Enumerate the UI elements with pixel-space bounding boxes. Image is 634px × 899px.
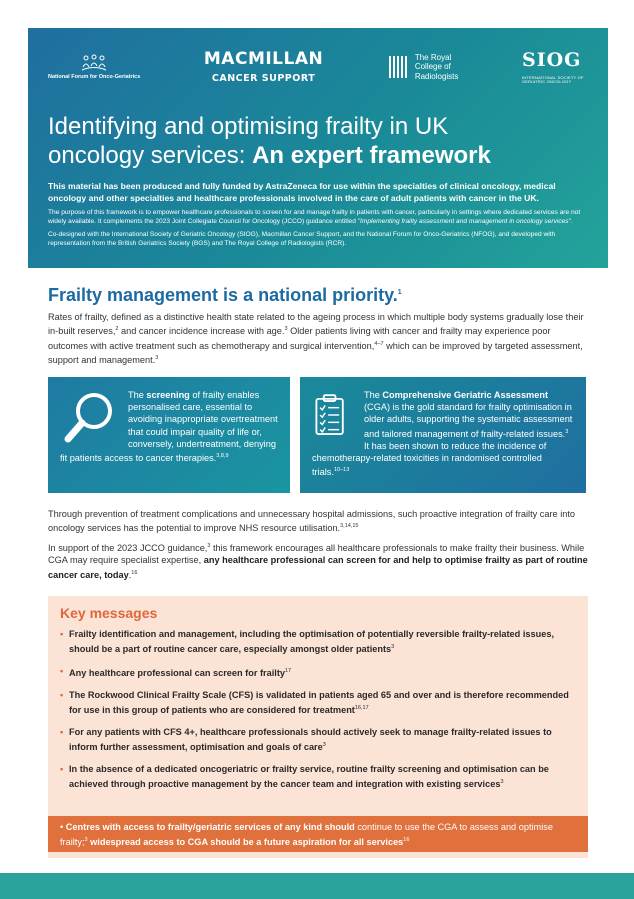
box2-ref-1: 3: [565, 428, 569, 435]
p1-text-b: and cancer incidence increase with age.: [118, 326, 285, 337]
bullet-marker: •: [60, 629, 64, 639]
title-line1: Identifying and optimising frailty in UK: [48, 113, 449, 140]
box2-text-b: (CGA) is the gold standard for frailty optimisation in older adults, supporting the systematic assessment and tailored management of frailty-related issues.: [364, 402, 573, 439]
key-messages-panel: [48, 596, 588, 858]
highlight-ref-2: 16: [403, 837, 410, 843]
section-title-text: Frailty management is a national priority.: [48, 285, 398, 305]
nfog-logo: [48, 54, 140, 80]
p3-bold: any healthcare professional can screen for and help to optimise frailty as part of routine cancer care, today: [48, 555, 588, 580]
siog-logo-small: INTERNATIONAL SOCIETY OF GERIATRIC ONCOLOGY: [522, 74, 584, 84]
header-banner: [28, 28, 608, 268]
purpose-guidance-title: "Implementing frailty assessment and management in oncology services": [357, 218, 571, 225]
p1-ref-1: 2: [115, 326, 119, 333]
key-message-text: Any healthcare professional can screen for frailty: [69, 668, 285, 679]
p1-ref-3: 4–7: [374, 340, 384, 347]
section-title-ref: 1: [397, 289, 402, 296]
highlight-ref-1: 3: [84, 837, 88, 843]
key-message-text: For any patients with CFS 4+, healthcare professionals should actively seek to manage frailty-related issues to inform further assessment, optimisation and goals of care: [69, 727, 552, 753]
clipboard-checklist-icon: [312, 387, 356, 443]
key-message-ref: 16,17: [354, 705, 369, 712]
support-paragraph: [48, 540, 588, 581]
box2-text-a: The: [364, 390, 383, 400]
box2-text-c: It has been shown to reduce the incidence of chemotherapy-related toxicities in randomised controlled trials.: [312, 440, 547, 478]
title-line2-bold: An expert framework: [252, 142, 491, 169]
page-title: [48, 112, 592, 170]
key-messages-title: Key messages: [60, 605, 158, 621]
siog-logo: [522, 48, 592, 84]
key-message-text: In the absence of a dedicated oncogeriatric or frailty service, routine frailty screening and optimisation can be achieved through proactive management by the cancer team and integration with existing services: [69, 764, 549, 790]
screening-box: [48, 377, 290, 493]
purpose-text-b: .: [570, 218, 573, 225]
magnifier-icon: [60, 387, 120, 447]
resource-paragraph: [48, 508, 588, 535]
key-message-ref: 3: [391, 644, 395, 650]
bullet-marker: •: [60, 727, 64, 738]
purpose-text-a: The purpose of this framework is to empower healthcare professionals to screen for and manage frailty in patients with cancer, particularly in settings where dedicated services are not widely available. It complements the 2023 Joint Collegiate Council for Oncology (JCCO) guidance entitled: [48, 209, 581, 225]
footer-band: [0, 873, 634, 899]
box2-bold: Comprehensive Geriatric Assessment: [382, 390, 549, 400]
key-message-item: [60, 665, 580, 680]
key-messages-list: [60, 628, 580, 800]
p1-ref-2: 3: [284, 326, 288, 333]
key-message-ref: 17: [284, 668, 292, 675]
highlight-bullet: •: [60, 822, 64, 832]
key-message-item: [60, 628, 580, 656]
p2-text: Through prevention of treatment complications and unnecessary hospital admissions, such proactive integration of frailty care into oncology services has the potential to improve NHS resource utilisation.: [48, 509, 576, 534]
highlight-bold-1: Centres with access to frailty/geriatric services of any kind should: [65, 822, 355, 832]
p3-text-c: .: [128, 569, 132, 580]
box1-text-b: of frailty enables personalised care, essential to avoiding inappropriate overtreatment that could impair quality of life or, conversely, undertreatment, denying fit patients access to cancer therapies.: [60, 390, 278, 464]
section-title: [48, 285, 402, 306]
rcr-logo-line3: Radiologists: [414, 71, 459, 81]
key-message-item: [60, 726, 580, 754]
key-message-ref: 3: [322, 742, 326, 749]
bullet-marker: •: [60, 666, 64, 677]
box1-bold: screening: [146, 390, 190, 400]
title-line2-regular: oncology services:: [48, 142, 253, 169]
key-message-ref: 3: [500, 779, 504, 786]
rcr-logo-text: [415, 53, 459, 81]
macmillan-logo-line2: CANCER SUPPORT: [211, 72, 316, 84]
columns-icon: [387, 54, 409, 80]
macmillan-logo-line1: MACMILLAN: [203, 48, 324, 69]
purpose-statement: [48, 208, 592, 226]
rcr-logo-line1: The Royal: [414, 53, 452, 63]
p1-text-a: Rates of frailty, defined as a distinctive health state related to the ageing process in which multiple body systems gradually lose their in-built reserves,: [48, 312, 584, 337]
p3-ref-1: 3: [207, 543, 211, 549]
p3-text-b: this framework encourages all healthcare professionals to make frailty their business. While CGA may require specialist expertise,: [48, 543, 585, 566]
box1-text-a: The: [128, 390, 147, 400]
rcr-logo-line2: College of: [414, 62, 451, 72]
people-group-icon: [81, 54, 107, 72]
p3-text-a: In support of the 2023 JCCO guidance,: [48, 543, 208, 554]
macmillan-logo: [203, 48, 324, 84]
key-message-item: [60, 763, 580, 791]
highlight-text: continue to use the CGA to assess and optimise frailty;: [60, 822, 553, 848]
funding-statement: This material has been produced and fully funded by AstraZeneca for use within the specialties of clinical oncology, medical oncology and other specialties and healthcare professionals involved in the care of adult patients with cancer in the UK.: [48, 181, 556, 203]
highlight-bold-2: widespread access to CGA should be a future aspiration for all services: [87, 837, 404, 848]
p1-ref-4: 3: [155, 355, 159, 362]
codesign-statement: Co-designed with the International Society of Geriatric Oncology (SIOG), Macmillan Cancer Support, and the National Forum for Onco-Geriatrics (NFOG), and developed with representation from the British Geriatrics Society (BGS) and The Royal College of Radiologists (RCR).: [48, 231, 556, 247]
key-message-text: The Rockwood Clinical Frailty Scale (CFS) is validated in patients aged 65 and over and is therefore recommended for use in this group of patients who are considered for treatment: [69, 690, 569, 716]
bullet-marker: •: [60, 764, 64, 775]
rcr-logo: [387, 53, 459, 81]
p1-text-c: Older patients living with cancer and frailty may experience poor outcomes with active treatment such as chemotherapy and surgical intervention,: [48, 326, 551, 351]
logo-row: [48, 42, 592, 92]
nfog-logo-text: National Forum for Onco-Geriatrics: [48, 74, 141, 80]
key-messages-highlight: [48, 816, 588, 852]
bullet-marker: •: [60, 690, 64, 701]
cga-box: [300, 377, 586, 493]
box2-ref-2: 10–13: [333, 467, 350, 474]
key-message-item: [60, 689, 580, 717]
key-message-text: Frailty identification and management, including the optimisation of potentially reversible frailty-related issues, should be a part of routine cancer care, especially amongst older patients: [69, 629, 554, 655]
siog-logo-big: SIOG: [522, 48, 582, 71]
p3-ref-2: 16: [131, 569, 138, 576]
intro-paragraph: [48, 311, 588, 367]
p1-text-d: which can be improved by targeted assessment, support and management.: [48, 340, 583, 366]
p2-ref: 3,14,15: [340, 523, 359, 530]
box1-ref: 3,8,9: [216, 453, 229, 460]
